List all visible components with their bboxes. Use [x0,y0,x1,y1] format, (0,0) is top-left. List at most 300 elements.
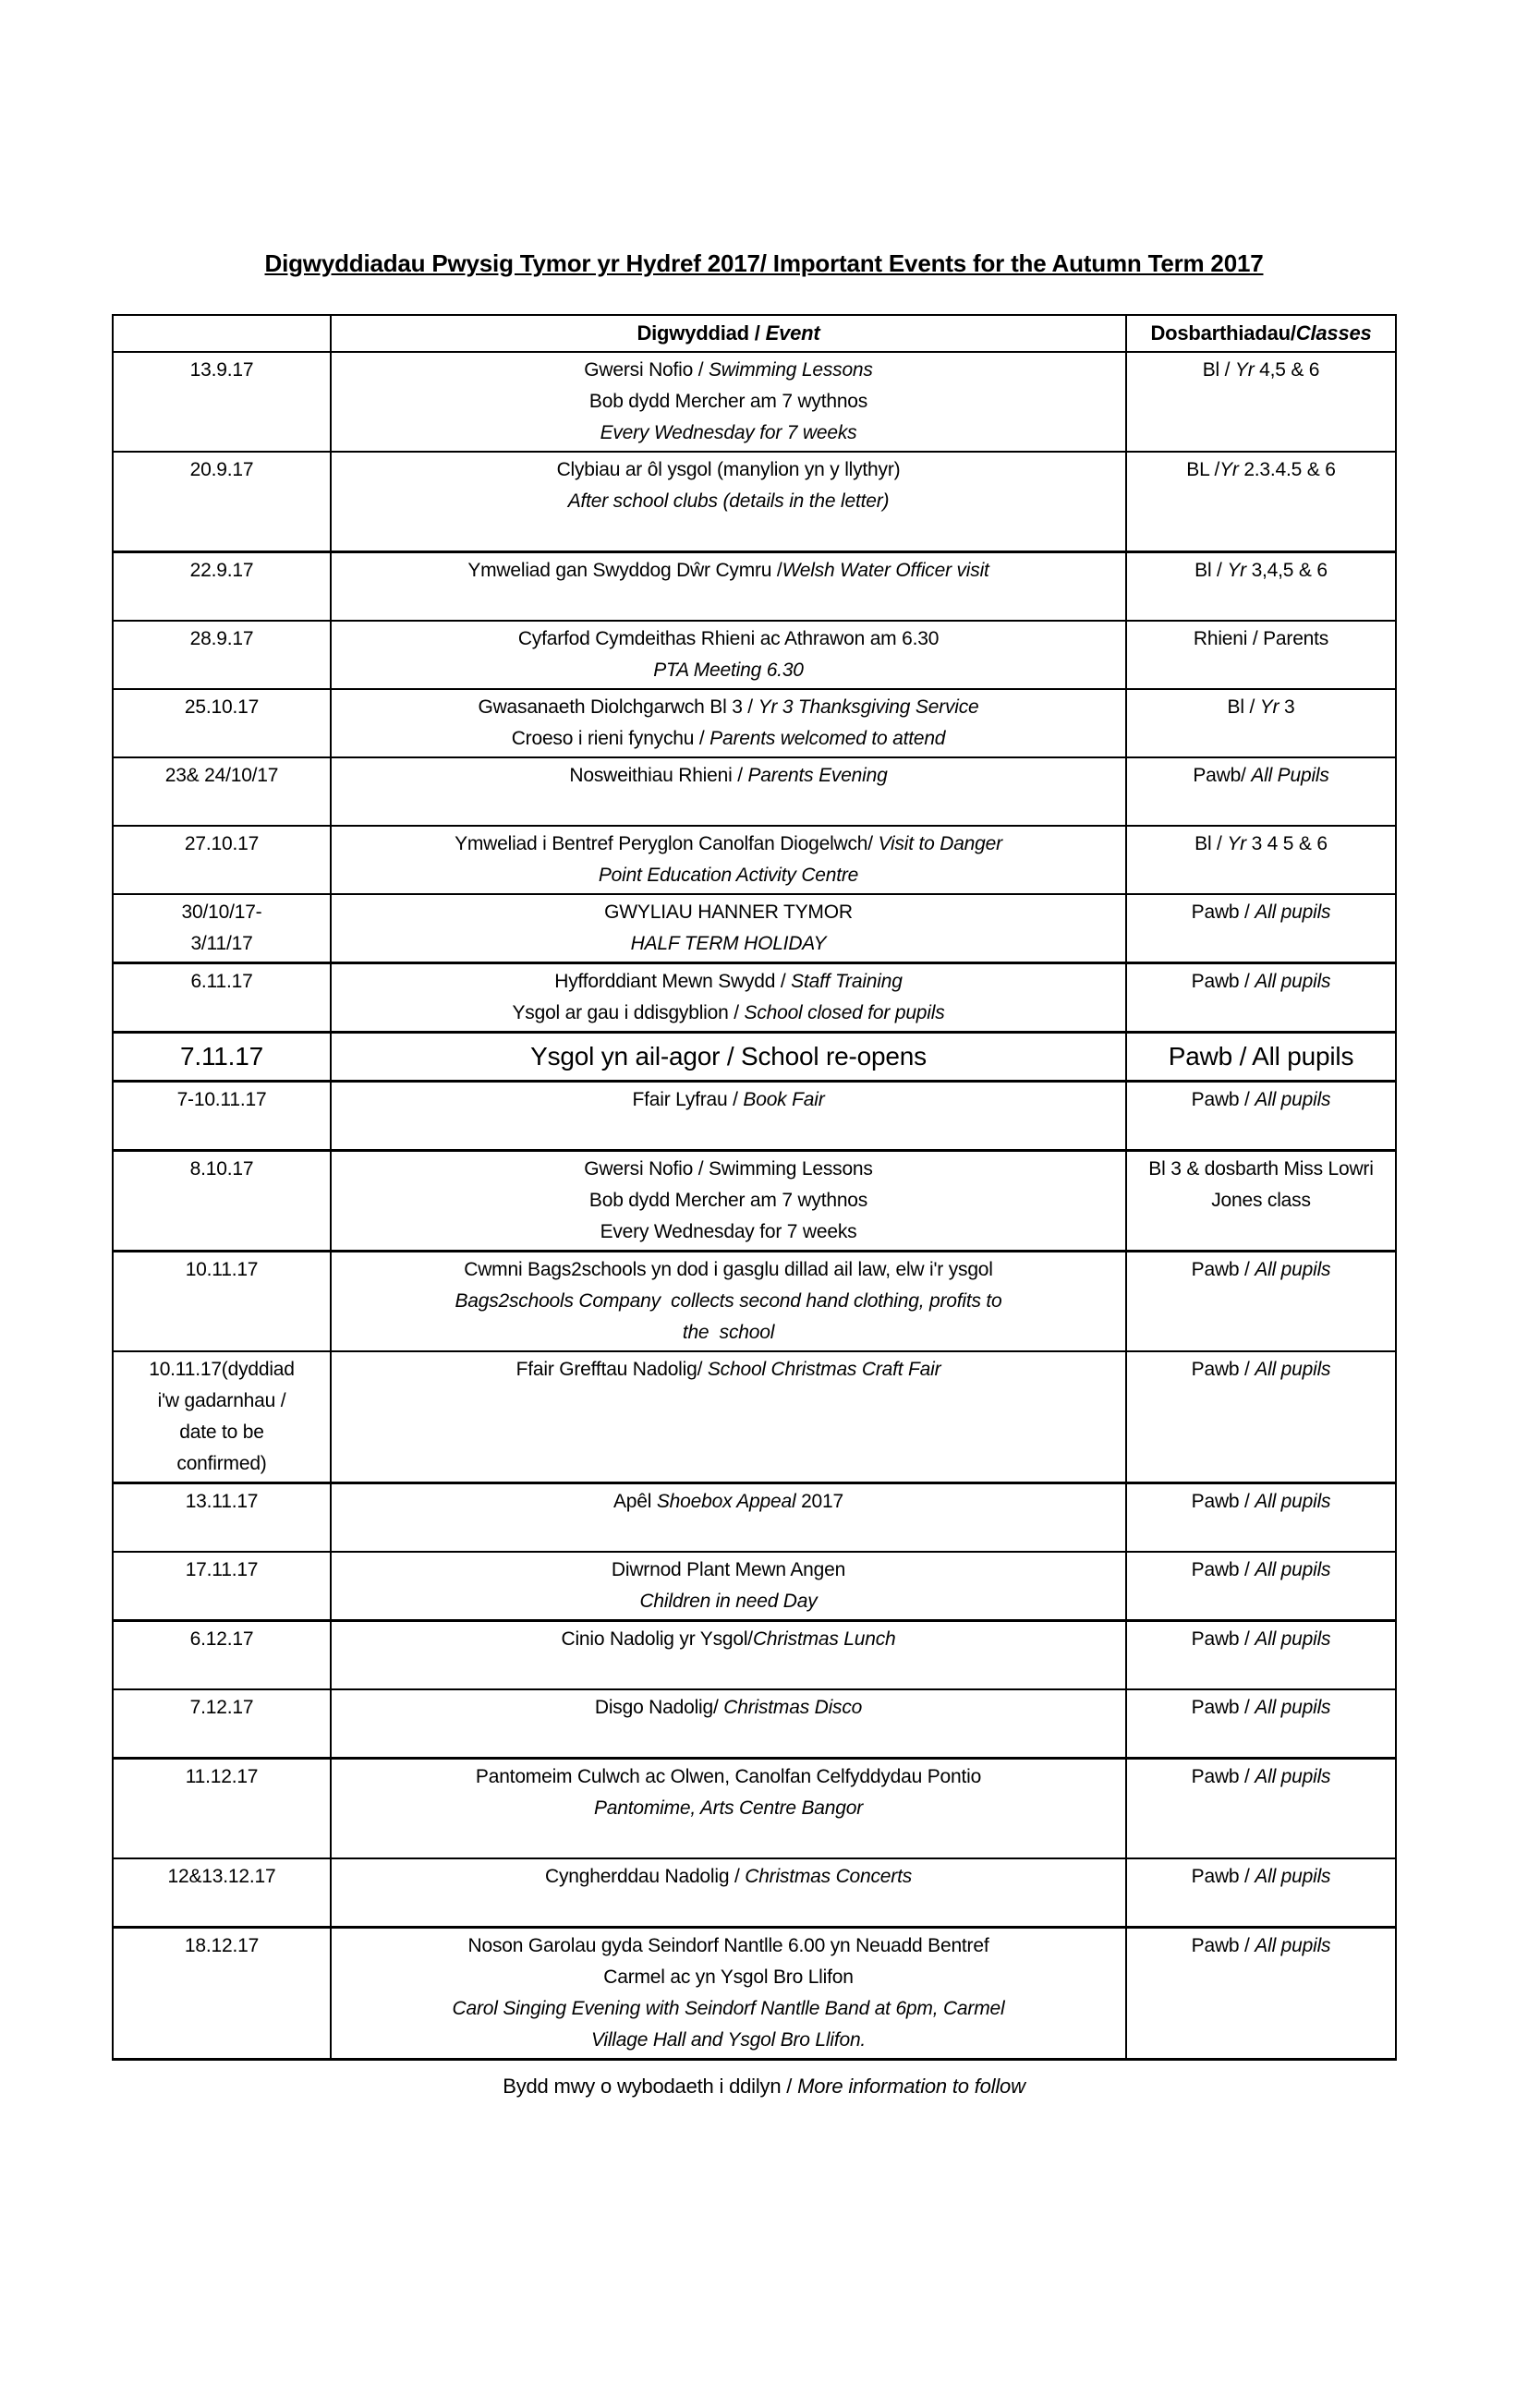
italic-text: Shoebox Appeal [656,1491,796,1512]
date-cell [113,1351,331,1483]
text: Pawb / [1191,1491,1255,1512]
text-line [1133,1154,1389,1185]
event-cell [331,894,1126,963]
text: Pawb / [1191,1259,1255,1280]
footer-note [0,2072,1528,2101]
text: Bl / [1227,696,1260,718]
classes-cell [1126,1689,1396,1759]
event-cell [331,552,1126,622]
text-line [1133,623,1389,655]
text-line [337,792,1120,823]
text-line [1133,829,1389,860]
table-row [113,1928,1396,2060]
table-row [113,1552,1396,1621]
italic-text: Welsh Water Officer visit [782,560,989,581]
text: 12&13.12.17 [167,1866,276,1887]
text: Pawb / [1191,901,1255,923]
text: Ffair Grefftau Nadolig/ [515,1359,708,1380]
date-column-header [113,315,331,352]
text-line [337,1893,1120,1924]
text-line [119,1386,324,1417]
text-line [337,829,1120,860]
italic-text: Yr [1234,359,1255,381]
italic-text: All pupils [1255,1259,1331,1280]
text-line [337,1793,1120,1824]
table-row [113,826,1396,894]
classes-cell [1126,621,1396,689]
italic-text: Event [765,321,820,345]
text: 7.11.17 [180,1042,263,1071]
text: 6.12.17 [189,1628,254,1650]
italic-text: All pupils [1255,1089,1331,1110]
date-cell [113,757,331,826]
text-line [119,623,324,655]
text-line [119,1555,324,1586]
text: 17.11.17 [185,1559,259,1580]
text: 7-10.11.17 [176,1089,267,1110]
text: Apêl [613,1491,657,1512]
text-line [337,1761,1120,1793]
date-cell [113,452,331,552]
text-line [337,1116,1120,1147]
header-row [113,315,1396,352]
text: 7.12.17 [189,1697,254,1718]
text-line [337,998,1120,1029]
date-cell [113,1759,331,1859]
date-cell [113,1621,331,1690]
italic-text: More information to follow [797,2075,1025,2098]
text-line [119,1486,324,1518]
text-line [1133,555,1389,587]
italic-text: All pupils [1255,1697,1331,1718]
text: Pawb / [1191,971,1255,992]
text: i'w gadarnhau / [157,1390,286,1411]
classes-cell [1126,1928,1396,2060]
text-line [337,454,1120,486]
text-line [1133,1185,1389,1216]
text: 3/11/17 [190,933,253,954]
text: Hyfforddiant Mewn Swydd / [554,971,792,992]
text-line [337,555,1120,587]
text-line [1133,1624,1389,1655]
text-line [337,355,1120,386]
text: 3 4 5 & 6 [1245,833,1328,854]
text-line [337,623,1120,655]
text: Ymweliad gan Swyddog Dŵr Cymru / [467,560,782,581]
event-cell [331,757,1126,826]
text: Bob dydd Mercher am 7 wythnos [588,1190,868,1211]
italic-text: Yr [1219,459,1239,480]
text-line [337,1930,1120,1962]
text-line [1133,1084,1389,1116]
text: Jones class [1211,1190,1311,1211]
text: Bob dydd Mercher am 7 wythnos [588,391,868,412]
text: 10.11.17(dyddiad [149,1359,295,1380]
text: 18.12.17 [184,1935,260,1956]
italic-text: Staff Training [791,971,903,992]
text-line [119,1084,324,1116]
table-row [113,1621,1396,1690]
text: 3 [1279,696,1295,718]
text-line [119,1448,324,1480]
text-line [119,1035,324,1078]
text-line [1133,1354,1389,1386]
table-row [113,1252,1396,1352]
italic-text: School closed for pupils [744,1002,945,1023]
text-line [119,897,324,928]
italic-text: Christmas Lunch [752,1628,896,1650]
text: Gwersi Nofio / [584,359,709,381]
event-cell [331,1351,1126,1483]
document-page [0,248,1528,2408]
text-line [337,1185,1120,1216]
italic-text: Every Wednesday for 7 weeks [600,422,857,443]
italic-text: Visit to Danger [878,833,1002,854]
text-line [119,1417,324,1448]
event-cell [331,1552,1126,1621]
text: Bl / [1195,833,1228,854]
classes-cell [1126,757,1396,826]
text: Cyngherddau Nadolig / [544,1866,746,1887]
classes-cell [1126,689,1396,757]
classes-cell [1126,1082,1396,1151]
text-line [337,386,1120,417]
event-cell [331,963,1126,1033]
event-cell [331,1252,1126,1352]
text: Bl / [1195,560,1228,581]
text: Bydd mwy o wybodaeth i ddilyn / [503,2075,798,2098]
text-line [337,1824,1120,1856]
text-line [119,1692,324,1724]
classes-cell [1126,894,1396,963]
text-line [1133,692,1389,723]
text-line [337,1286,1120,1317]
text-line [1133,1486,1389,1518]
text-line [337,1586,1120,1617]
text: 3,4,5 & 6 [1245,560,1328,581]
text-line [337,2025,1120,2056]
event-cell [331,1151,1126,1252]
text: 6.11.17 [190,971,253,992]
italic-text: All pupils [1255,1628,1331,1650]
text-line [337,1486,1120,1518]
text-line [1133,1861,1389,1893]
text-line [337,1861,1120,1893]
event-cell [331,689,1126,757]
text: Cyfarfod Cymdeithas Rhieni ac Athrawon am 6.30 [517,628,940,649]
text: Nosweithiau Rhieni / [569,765,748,786]
text-line [119,1354,324,1386]
date-cell [113,1928,331,2060]
italic-text: PTA Meeting 6.30 [653,659,804,681]
italic-text: HALF TERM HOLIDAY [630,933,827,954]
text-line [119,829,324,860]
event-cell [331,1621,1126,1690]
table-row [113,1483,1396,1553]
text-line [337,1317,1120,1349]
italic-text: After school clubs (details in the letter) [567,490,890,512]
text: 2017 [795,1491,843,1512]
italic-text: All pupils [1255,1359,1331,1380]
text-line [337,587,1120,618]
text: 20.9.17 [189,459,254,480]
classes-cell [1126,1351,1396,1483]
text: 22.9.17 [189,560,254,581]
text: Gwasanaeth Diolchgarwch Bl 3 / [478,696,758,718]
text-line [337,928,1120,960]
text: Gwersi Nofio / Swimming Lessons [584,1158,873,1180]
text-line [119,966,324,998]
text-line [337,723,1120,755]
italic-text: All pupils [1255,1491,1331,1512]
italic-text: Bags2schools Company collects second hand clothing, profits to [455,1290,1002,1312]
text: 28.9.17 [189,628,254,649]
event-cell [331,826,1126,894]
italic-text: Parents welcomed to attend [709,728,946,749]
classes-cell [1126,1759,1396,1859]
table-row [113,1759,1396,1859]
classes-cell [1126,552,1396,622]
text-line [337,1518,1120,1549]
event-cell [331,1033,1126,1082]
text: Noson Garolau gyda Seindorf Nantlle 6.00 yn Neuadd Bentref [467,1935,989,1956]
text: Pawb/ [1193,765,1252,786]
text: Pawb / [1191,1628,1255,1650]
text-line [119,1154,324,1185]
text: Pawb / [1191,1766,1255,1787]
date-cell [113,894,331,963]
text: Dosbarthiadau/ [1150,321,1296,345]
italic-text: Carol Singing Evening with Seindorf Nantlle Band at 6pm, Carmel [452,1998,1005,2019]
page-title: Digwyddiadau Pwysig Tymor yr Hydref 2017/ Important Events for the Autumn Term 2017 [264,249,1264,277]
italic-text: All pupils [1255,1866,1331,1887]
date-cell [113,1252,331,1352]
text-line [1133,318,1389,349]
event-cell [331,1928,1126,2060]
table-row [113,894,1396,963]
event-cell [331,452,1126,552]
text-line [119,1254,324,1286]
text-line [119,928,324,960]
text: Pawb / [1191,1559,1255,1580]
text-line [337,1993,1120,2025]
text: Ysgol yn ail-agor / School re-opens [530,1042,927,1071]
text: Pawb / [1191,1359,1255,1380]
text: 13.11.17 [185,1491,259,1512]
text-line [1133,1254,1389,1286]
text-line [119,1861,324,1893]
text-line [119,555,324,587]
text-line [1133,454,1389,486]
text-line [337,1216,1120,1248]
italic-text: Swimming Lessons [709,359,873,381]
text-line [119,355,324,386]
text-line [1133,1035,1389,1078]
text-line [337,1724,1120,1755]
text-line [337,1624,1120,1655]
classes-cell [1126,1621,1396,1690]
text-line [1133,1555,1389,1586]
text: 13.9.17 [189,359,254,381]
italic-text: All pupils [1255,901,1331,923]
date-cell [113,1082,331,1151]
italic-text: School Christmas Craft Fair [707,1359,941,1380]
date-cell [113,1033,331,1082]
italic-text: All pupils [1255,971,1331,992]
italic-text: Yr [1259,696,1279,718]
classes-cell [1126,1151,1396,1252]
text: Ymweliad i Bentref Peryglon Canolfan Diogelwch/ [455,833,879,854]
text: Carmel ac yn Ysgol Bro Llifon [603,1966,854,1988]
text: Pawb / [1191,1935,1255,1956]
text: Bl / [1202,359,1235,381]
text-line [337,655,1120,686]
event-cell [331,352,1126,452]
date-cell [113,1689,331,1759]
text: BL / [1186,459,1220,480]
text-line [119,454,324,486]
text: 11.12.17 [185,1766,259,1787]
text-line [337,1354,1120,1386]
text: Pawb / [1191,1866,1255,1887]
text-line [337,417,1120,449]
italic-text: Pantomime, Arts Centre Bangor [593,1797,864,1819]
event-column-header [331,315,1126,352]
classes-cell [1126,826,1396,894]
classes-cell [1126,1858,1396,1928]
event-cell [331,1689,1126,1759]
date-cell [113,621,331,689]
table-row [113,552,1396,622]
text-line [337,966,1120,998]
text: Croeso i rieni fynychu / [511,728,710,749]
italic-text: Parents Evening [747,765,888,786]
date-cell [113,963,331,1033]
table-body [113,352,1396,2060]
italic-text: Classes [1295,321,1372,345]
text: Digwyddiad / [637,321,766,345]
table-row [113,963,1396,1033]
event-cell [331,621,1126,689]
classes-cell [1126,352,1396,452]
italic-text: All pupils [1255,1766,1331,1787]
text-line [337,1154,1120,1185]
text: 4,5 & 6 [1254,359,1320,381]
date-cell [113,352,331,452]
table-row [113,1351,1396,1483]
event-cell [331,1483,1126,1553]
text: Pawb / [1191,1089,1255,1110]
text-line [337,897,1120,928]
text: Clybiau ar ôl ysgol (manylion yn y llythyr) [556,459,901,480]
text-line [1133,355,1389,386]
text: 8.10.17 [189,1158,254,1180]
text: date to be [179,1422,264,1443]
text-line [119,1624,324,1655]
date-cell [113,1858,331,1928]
date-cell [113,552,331,622]
text-line [337,860,1120,891]
table-row [113,1151,1396,1252]
date-cell [113,689,331,757]
text-line [119,1761,324,1793]
italic-text: Yr 3 Thanksgiving Service [758,696,979,718]
text-line [119,1930,324,1962]
italic-text: Village Hall and Ysgol Bro Llifon. [590,2029,867,2051]
date-cell [113,1483,331,1553]
table-row [113,1858,1396,1928]
text-line [337,1035,1120,1078]
text-line [119,760,324,792]
italic-text: Yr [1227,833,1246,854]
classes-cell [1126,1483,1396,1553]
text-line [337,692,1120,723]
text: Pantomeim Culwch ac Olwen, Canolfan Celfyddydau Pontio [475,1766,982,1787]
table-row [113,757,1396,826]
table-row [113,352,1396,452]
text: 27.10.17 [184,833,260,854]
table-row [113,1082,1396,1151]
italic-text: All Pupils [1251,765,1329,786]
table-row [113,1033,1396,1082]
date-cell [113,826,331,894]
text-line [1133,760,1389,792]
text: 23& 24/10/17 [164,765,279,786]
table-header [113,315,1396,352]
date-cell [113,1552,331,1621]
text-line [337,318,1120,349]
text: Ffair Lyfrau / [632,1089,744,1110]
text-line [337,760,1120,792]
italic-text: Christmas Disco [723,1697,863,1718]
text-line [1133,1692,1389,1724]
text-line [337,1084,1120,1116]
table-row [113,452,1396,552]
text-line [337,1555,1120,1586]
text-line [1133,1761,1389,1793]
classes-cell [1126,452,1396,552]
text: Cinio Nadolig yr Ysgol/ [561,1628,753,1650]
italic-text: Book Fair [743,1089,825,1110]
text-line [1133,966,1389,998]
classes-cell [1126,1552,1396,1621]
text: Every Wednesday for 7 weeks [600,1221,857,1242]
text-line [337,1962,1120,1993]
text-line [337,1254,1120,1286]
text-line [337,1692,1120,1724]
text: 30/10/17- [181,901,262,923]
italic-text: Children in need Day [639,1591,818,1612]
event-cell [331,1759,1126,1859]
text: GWYLIAU HANNER TYMOR [604,901,853,923]
table-row [113,1689,1396,1759]
classes-cell [1126,963,1396,1033]
events-table [112,314,1397,2061]
text-line [337,486,1120,517]
text: Bl 3 & dosbarth Miss Lowri [1148,1158,1374,1180]
text: 25.10.17 [184,696,260,718]
text: Ysgol ar gau i ddisgyblion / [512,1002,745,1023]
event-cell [331,1858,1126,1928]
text-line [337,517,1120,549]
classes-cell [1126,1033,1396,1082]
text: Rhieni / Parents [1193,628,1329,649]
classes-column-header [1126,315,1396,352]
text: Pawb / [1191,1697,1255,1718]
table-row [113,621,1396,689]
italic-text: All pupils [1255,1559,1331,1580]
date-cell [113,1151,331,1252]
